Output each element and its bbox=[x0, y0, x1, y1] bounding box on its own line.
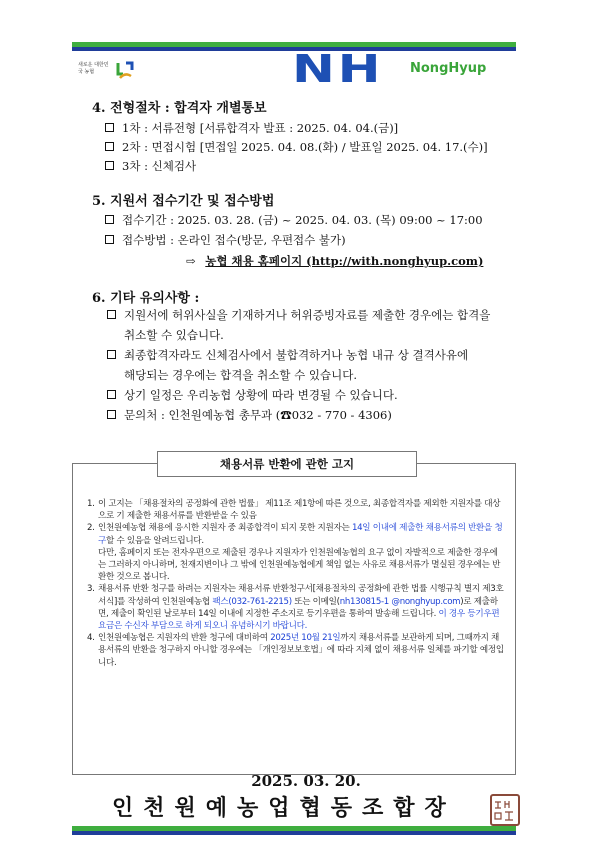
logo-nh: NH bbox=[292, 47, 384, 91]
section-6-item-cont: 해당되는 경우에는 합격을 취소할 수 있습니다. bbox=[124, 368, 358, 382]
notice-item-number bbox=[87, 547, 98, 584]
checkbox-icon bbox=[107, 390, 116, 399]
checkbox-icon bbox=[107, 350, 116, 359]
section-4-item: 2차 : 면접시험 [면접일 2025. 04. 08.(화) / 발표일 2025. 04. 17.(수)] bbox=[105, 139, 488, 155]
section-6-item: 문의처 : 인천원예농협 총무과 (☎032 - 770 - 4306) bbox=[107, 407, 392, 423]
section-4-title: 4. 전형절차 : 합격자 개별통보 bbox=[92, 101, 267, 116]
checkbox-icon bbox=[105, 161, 114, 170]
document-return-notice bbox=[72, 457, 516, 775]
notice-text: 까지 채용서류를 보관하게 되며, 그때까지 채용서류의 반환을 청구하지 아니할 경우에는 「개인정보보호법」에 따라 지체 없이 채용서류 일체를 파기할 예정입니다. bbox=[98, 633, 504, 668]
section-6-item: 지원서에 허위사실을 기재하거나 허위증빙자료를 제출한 경우에는 합격을 bbox=[107, 307, 490, 323]
notice-text: 할 수 있음을 알려드립니다. bbox=[106, 535, 204, 546]
nonghyup-small-logo bbox=[78, 60, 138, 82]
checkbox-icon bbox=[107, 410, 116, 419]
section-6-item-cont: 취소할 수 있습니다. bbox=[124, 328, 224, 342]
arrow-icon: ⇨ bbox=[186, 254, 196, 268]
notice-highlight: 2025년 10월 21일 bbox=[270, 633, 341, 644]
recruit-site-line bbox=[186, 253, 483, 269]
notice-highlight: nh130815-1 @nonghyup.com bbox=[339, 596, 461, 607]
notice-highlight: 팩스(032-761-2215) bbox=[212, 596, 292, 607]
checkbox-icon bbox=[105, 123, 114, 132]
notice-item-text bbox=[98, 583, 505, 632]
section-6-title: 6. 기타 유의사항 : bbox=[92, 291, 200, 306]
logo-brand: NongHyup bbox=[410, 61, 487, 76]
notice-item bbox=[87, 547, 505, 584]
notice-item-number: 4. bbox=[87, 633, 95, 644]
notice-highlight: 14일 이내에 제출한 채용서류의 반환을 청구 bbox=[98, 523, 503, 546]
footer-divider bbox=[72, 826, 516, 835]
notice-item bbox=[87, 583, 505, 632]
notice-item-number: 1. bbox=[87, 499, 95, 509]
notice-item-text bbox=[98, 498, 505, 522]
section-6-item: 최종합격자라도 신체검사에서 불합격하거나 농협 내규 상 결격사유에 bbox=[107, 347, 468, 363]
notice-highlight: 이 경우 등기우편 요금은 수신자 부담으로 하게 되오니 유념하시기 바랍니다. bbox=[98, 608, 500, 632]
seal-stamp-icon bbox=[492, 798, 518, 824]
small-logo-text: 새로운 대한민국 농협 bbox=[78, 62, 109, 75]
issue-date: 2025. 03. 20. bbox=[251, 772, 361, 790]
notice-item-text bbox=[98, 547, 505, 584]
section-5-item: 접수방법 : 온라인 접수(방문, 우편접수 불가) bbox=[105, 232, 346, 248]
checkbox-icon bbox=[107, 310, 116, 319]
notice-body bbox=[87, 498, 505, 669]
notice-text: 또는 이메일( bbox=[291, 596, 340, 607]
notice-item-text bbox=[98, 522, 505, 546]
notice-title: 채용서류 반환에 관한 고지 bbox=[157, 451, 417, 477]
nonghyup-logo bbox=[292, 47, 512, 91]
notice-text: 인천원예농협 채용에 응시한 지원자 중 최종합격이 되지 못한 지원자는 bbox=[98, 523, 352, 534]
recruit-site-link[interactable]: 농협 채용 홈페이지 (http://with.nonghyup.com) bbox=[205, 254, 484, 268]
section-4-item: 3차 : 신체검사 bbox=[105, 158, 196, 174]
organization-name: 인천원예농업협동조합장 bbox=[112, 796, 456, 821]
section-4-item: 1차 : 서류전형 [서류합격자 발표 : 2025. 04. 04.(금)] bbox=[105, 120, 398, 136]
notice-text: )로 제출하면, 제출이 확인된 날로부터 14일 이내에 지정한 주소지로 등기우편을 통하여 발송해 드립니다. bbox=[98, 596, 498, 619]
official-seal bbox=[490, 794, 520, 826]
notice-item bbox=[87, 498, 505, 522]
checkbox-icon bbox=[105, 215, 114, 224]
notice-item bbox=[87, 632, 505, 669]
section-5-title: 5. 지원서 접수기간 및 접수방법 bbox=[92, 194, 275, 209]
notice-text: 인천원예농협은 지원자의 반환 청구에 대비하여 bbox=[98, 633, 271, 644]
checkbox-icon bbox=[105, 235, 114, 244]
notice-item-number: 3. bbox=[87, 584, 95, 595]
section-5-item: 접수기간 : 2025. 03. 28. (금) ~ 2025. 04. 03. (목) 09:00 ~ 17:00 bbox=[105, 212, 483, 228]
notice-item-number: 2. bbox=[87, 523, 95, 534]
section-6-item: 상기 일정은 우리농협 상황에 따라 변경될 수 있습니다. bbox=[107, 387, 398, 403]
notice-item bbox=[87, 522, 505, 546]
notice-item-text bbox=[98, 632, 505, 669]
checkbox-icon bbox=[105, 142, 114, 151]
nh-symbol-icon bbox=[114, 60, 136, 82]
notice-text: 다만, 홈페이지 또는 전자우편으로 제출된 경우나 지원자가 인천원예농협의 요구 없이 자발적으로 제출한 경우에는 그러하지 아니하며, 천재지변이나 그 밖에 인천원예농협에게 책임 없는 사유로 채용서류가 멸실된 경우에는 반환한 것으로 봅니다. bbox=[98, 547, 501, 583]
notice-text: 이 고지는 「채용절차의 공정화에 관한 법률」 제11조 제1항에 따른 것으로, 최종합격자를 제외한 지원자를 대상으로 기 제출한 채용서류를 반환받을 수 있음 bbox=[98, 499, 501, 522]
notice-text: 채용서류 반환 청구를 하려는 지원자는 채용서류 반환청구서[채용절차의 공정화에 관한 법률 시행규칙 별지 제3호 서식]를 작성하여 인천원예농협 bbox=[98, 584, 504, 607]
